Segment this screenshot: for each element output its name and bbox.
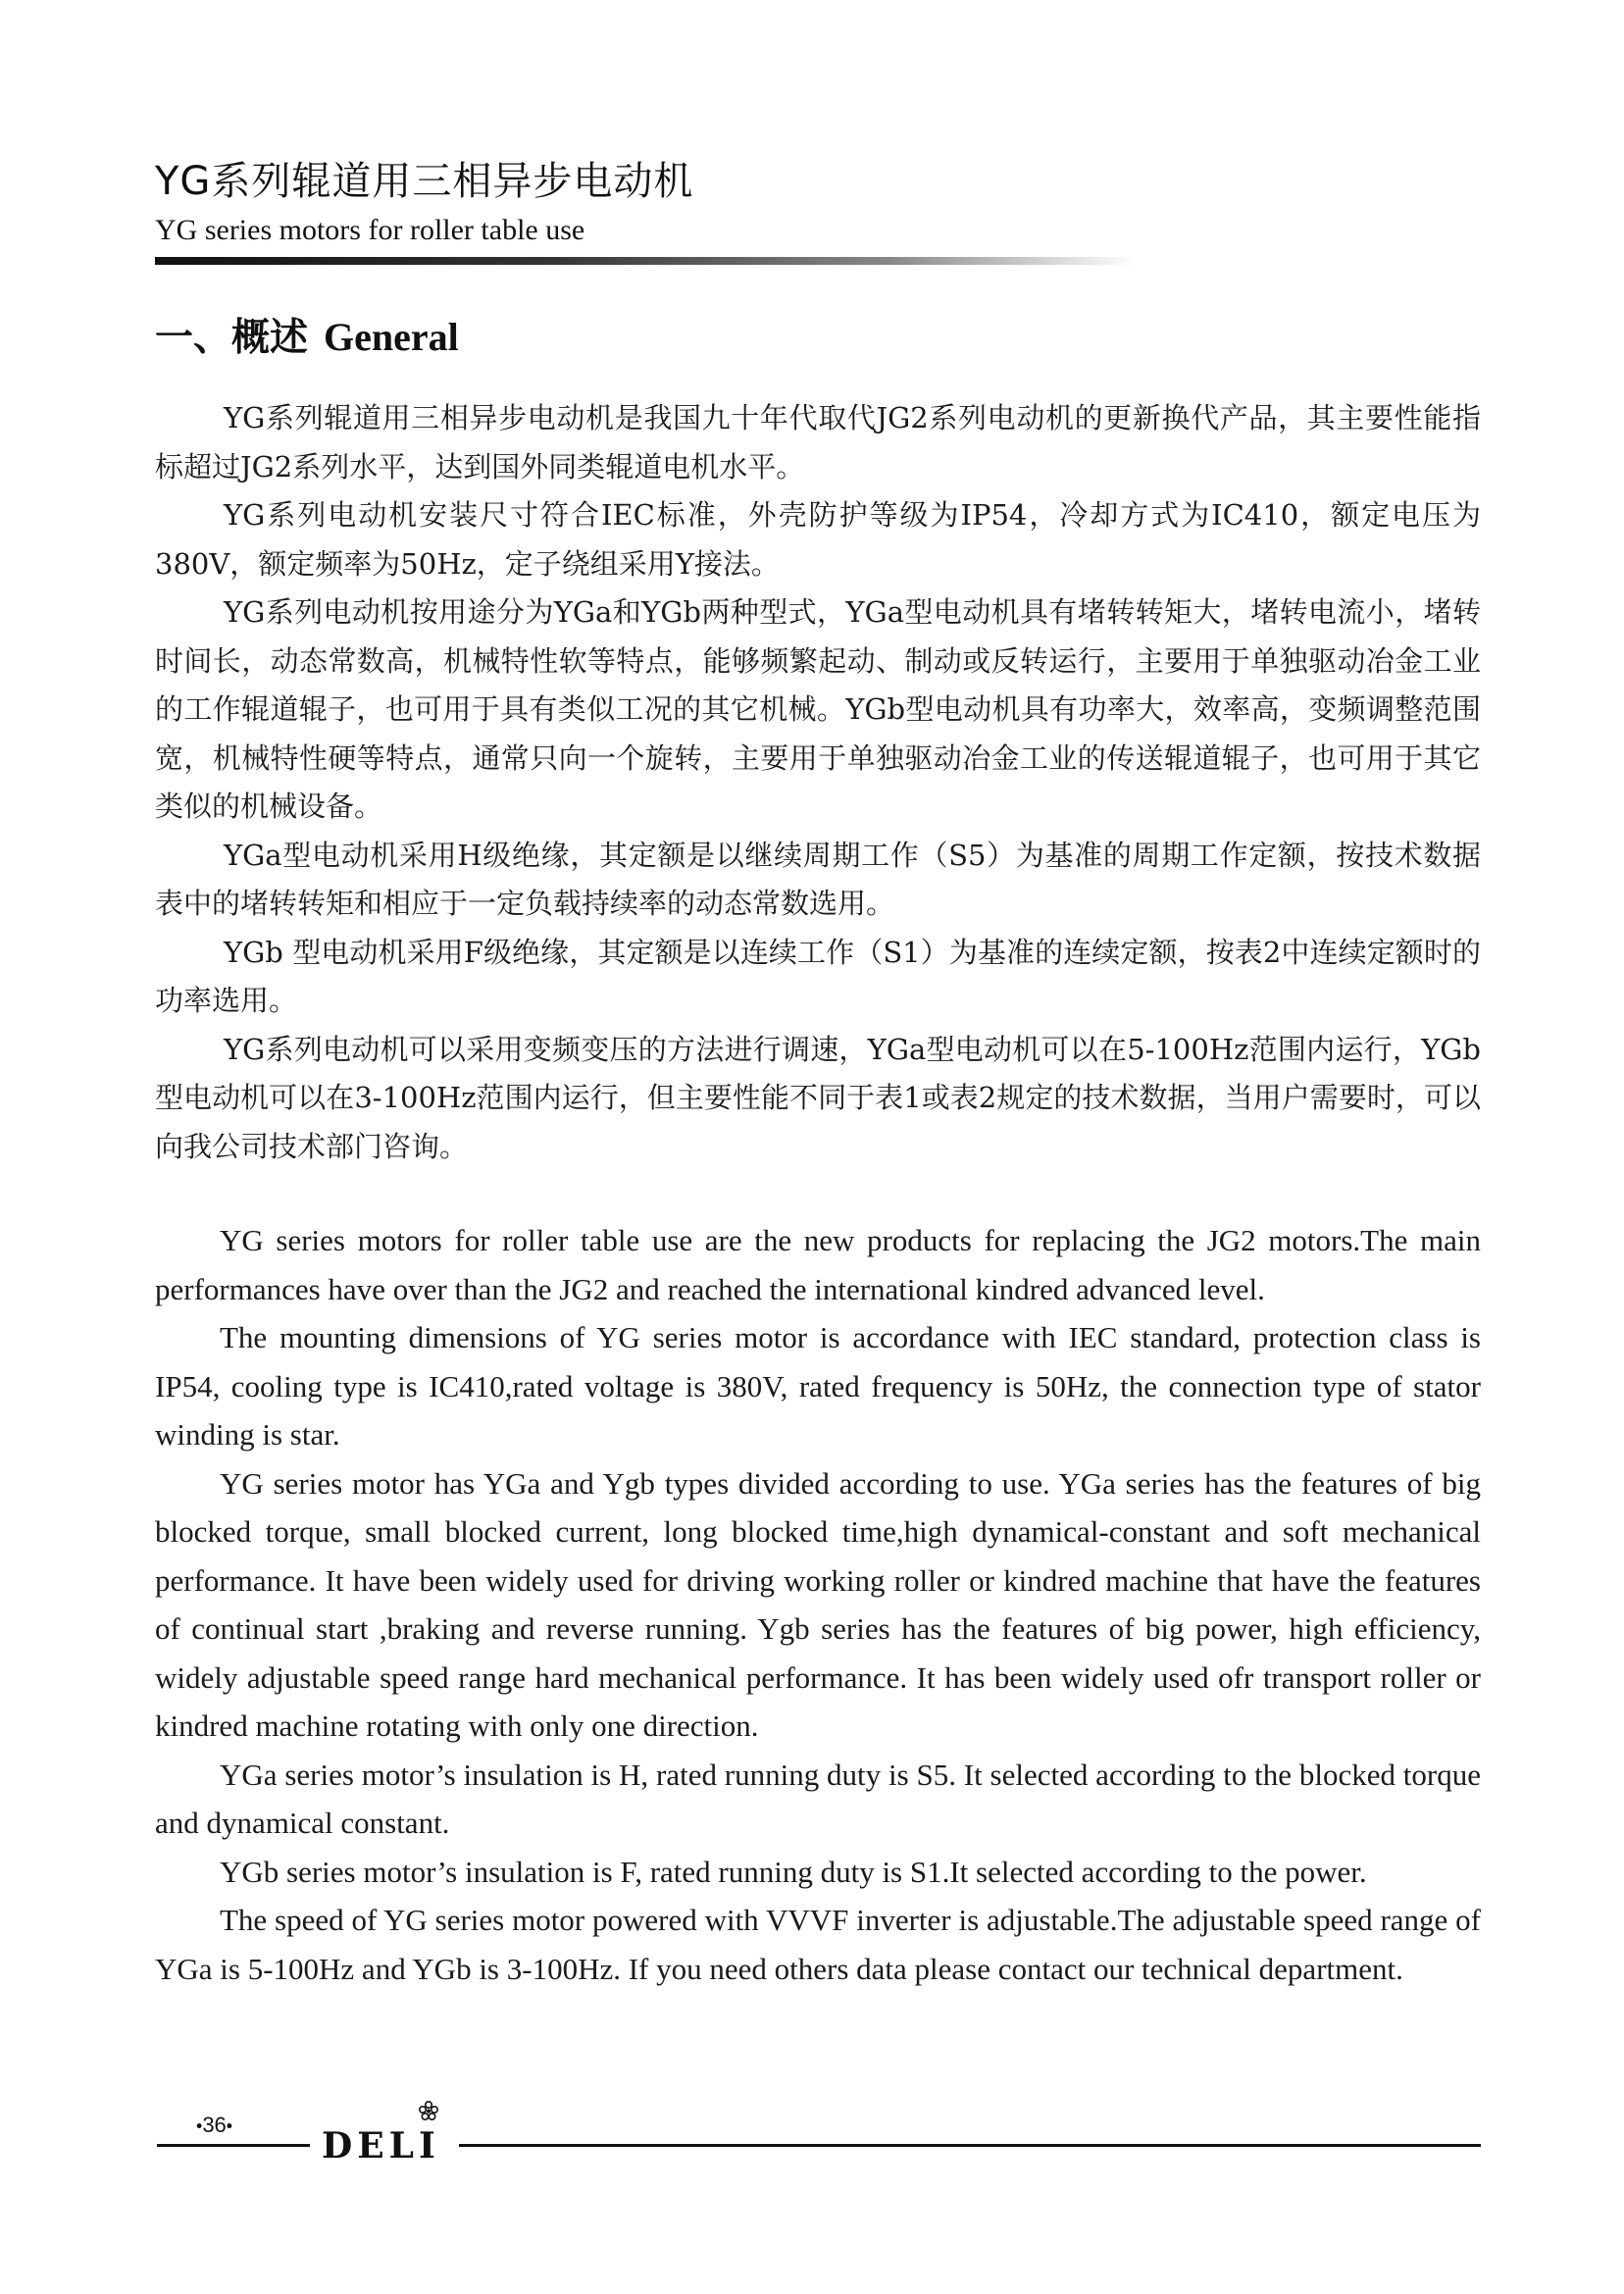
- bullet-dot-icon: •: [226, 2116, 233, 2136]
- en-paragraph: YG series motor has YGa and Ygb types divided according to use. YGa series has the features of big blocked torque, small blocked current, long blocked time,high dynamical-constant and soft mechanical performance. It have been widely used for driving working roller or kindred machine that have the features of continual start ,braking and reverse running. Ygb series has the features of big power, high efficiency, widely adjustable speed range hard mechanical performance. It has been widely used ofr transport roller or kindred machine rotating with only one direction.: [155, 1465, 1481, 1743]
- footer-divider-left: [157, 2144, 310, 2147]
- english-body: [155, 1216, 1481, 1993]
- flower-icon: [419, 2101, 438, 2120]
- cn-paragraph: YGa型电动机采用H级绝缘，其定额是以继续周期工作（S5）为基准的周期工作定额，按技术数据表中的堵转转矩和相应于一定负载持续率的动态常数选用。: [155, 838, 1481, 920]
- header-divider: [155, 257, 1136, 265]
- page-number-value: 36: [202, 2113, 227, 2137]
- footer-divider-right: [459, 2144, 1481, 2147]
- en-paragraph: YGb series motor’s insulation is F, rated running duty is S1.It selected according to the power.: [220, 1854, 1367, 1889]
- en-paragraph: The mounting dimensions of YG series motor is accordance with IEC standard, protection class is IP54, cooling type is IC410,rated voltage is 380V, rated frequency is 50Hz, the connection type of stator winding is star.: [155, 1320, 1481, 1452]
- section-heading: [155, 315, 459, 360]
- company-logo: [322, 2116, 449, 2167]
- cn-paragraph: YG系列辊道用三相异步电动机是我国九十年代取代JG2系列电动机的更新换代产品，其主要性能指标超过JG2系列水平，达到国外同类辊道电机水平。: [155, 401, 1481, 484]
- page-title-en: YG series motors for roller table use: [155, 214, 585, 246]
- page-title-cn: YG系列辊道用三相异步电动机: [155, 159, 694, 204]
- cn-paragraph: YG系列电动机按用途分为YGa和YGb两种型式，YGa型电动机具有堵转转矩大，堵转电流小，堵转时间长，动态常数高，机械特性软等特点，能够频繁起动、制动或反转运行，主要用于单独驱动冶金工业的工作辊道辊子，也可用于具有类似工况的其它机械。YGb型电动机具有功率大，效率高，变频调整范围宽，机械特性硬等特点，通常只向一个旋转，主要用于单独驱动冶金工业的传送辊道辊子，也可用于其它类似的机械设备。: [155, 595, 1481, 823]
- chinese-body: [155, 394, 1481, 1171]
- page-number: [196, 2113, 232, 2138]
- bullet-dot-icon: •: [196, 2116, 203, 2136]
- cn-paragraph: YG系列电动机安装尺寸符合IEC标准，外壳防护等级为IP54，冷却方式为IC410，额定电压为380V，额定频率为50Hz，定子绕组采用Y接法。: [155, 498, 1481, 581]
- en-paragraph: The speed of YG series motor powered with VVVF inverter is adjustable.The adjustable speed range of YGa is 5-100Hz and YGb is 3-100Hz. If you need others data please contact our technical department.: [155, 1903, 1481, 1986]
- section-heading-cn: 一、概述: [155, 316, 309, 360]
- cn-paragraph: YG系列电动机可以采用变频变压的方法进行调速，YGa型电动机可以在5-100Hz范围内运行，YGb型电动机可以在3-100Hz范围内运行，但主要性能不同于表1或表2规定的技术数据，当用户需要时，可以向我公司技术部门咨询。: [155, 1032, 1481, 1163]
- cn-paragraph: YGb 型电动机采用F级绝缘，其定额是以连续工作（S1）为基准的连续定额，按表2中连续定额时的功率选用。: [155, 935, 1481, 1017]
- en-paragraph: YG series motors for roller table use are the new products for replacing the JG2 motors.The main performances have over than the JG2 and reached the international kindred advanced level.: [155, 1223, 1481, 1306]
- logo-text: DELI: [322, 2125, 440, 2167]
- section-heading-en: General: [324, 315, 459, 359]
- en-paragraph: YGa series motor’s insulation is H, rated running duty is S5. It selected according to the blocked torque and dynamical constant.: [155, 1757, 1481, 1840]
